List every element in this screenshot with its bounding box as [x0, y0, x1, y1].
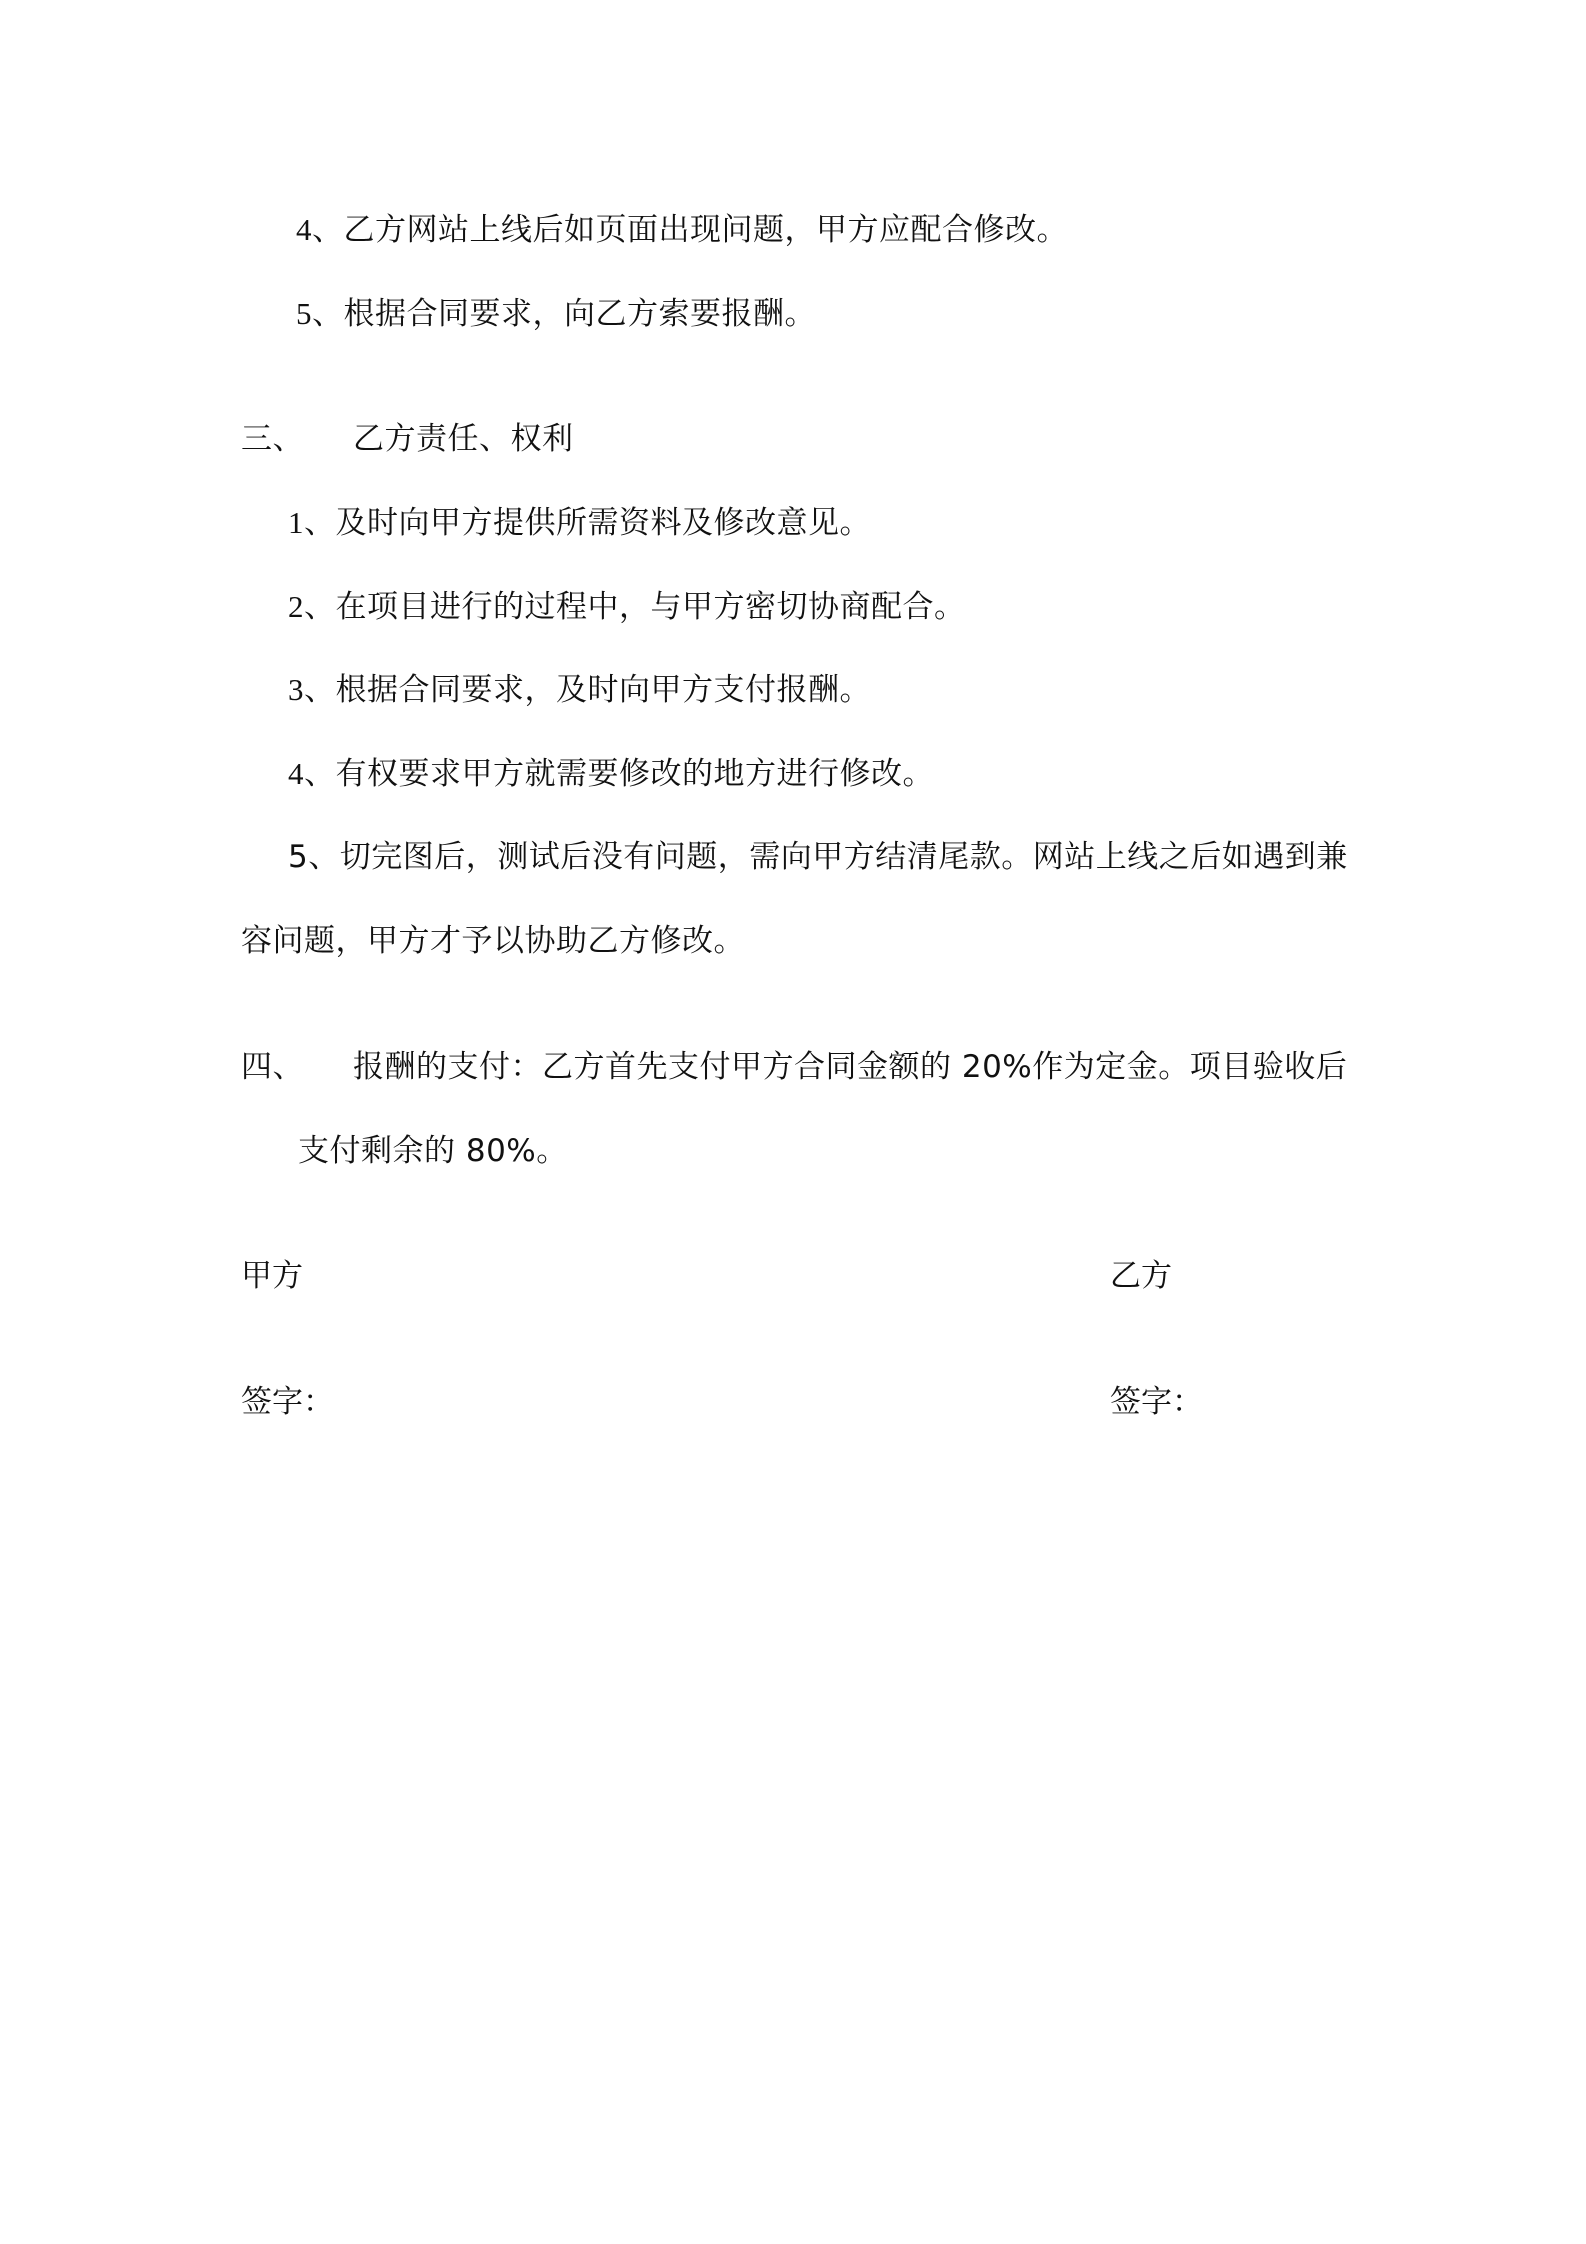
section-number: 四、: [241, 1049, 304, 1084]
party-b-label: 乙方: [1110, 1258, 1172, 1294]
item-number: 3、: [288, 672, 336, 707]
section-title: 乙方责任、权利: [353, 421, 574, 457]
party-b-item-1: [288, 503, 871, 543]
party-a-duty-4: [296, 210, 1068, 250]
party-b-item-3: [288, 670, 871, 710]
item-number: 1、: [288, 505, 336, 540]
section-4-line-2: 支付剩余的 80%。: [298, 1133, 568, 1169]
item-text: 及时向甲方提供所需资料及修改意见。: [335, 505, 871, 541]
item-number: 2、: [288, 589, 336, 624]
party-b-item-2: [288, 587, 966, 627]
item-text: 乙方网站上线后如页面出现问题，甲方应配合修改。: [343, 212, 1068, 248]
party-a-signature-label: 签字：: [241, 1384, 334, 1420]
item-text: 根据合同要求，向乙方索要报酬。: [343, 296, 816, 332]
party-a-label: 甲方: [241, 1258, 303, 1294]
party-b-item-5-line-2: 容问题，甲方才予以协助乙方修改。: [241, 923, 745, 959]
party-b-signature-label: 签字：: [1110, 1384, 1203, 1420]
item-number: 4、: [296, 212, 344, 247]
section-3-heading: [241, 419, 574, 459]
party-a-duty-5: [296, 294, 816, 334]
section-text: 报酬的支付：乙方首先支付甲方合同金额的 20%作为定金。项目验收后: [353, 1049, 1348, 1085]
item-text: 在项目进行的过程中，与甲方密切协商配合。: [335, 589, 966, 625]
party-b-item-5-line-1: 5、切完图后，测试后没有问题，需向甲方结清尾款。网站上线之后如遇到兼: [288, 839, 1348, 875]
item-text: 根据合同要求，及时向甲方支付报酬。: [335, 672, 871, 708]
item-number: 4、: [288, 756, 336, 791]
section-number: 三、: [241, 421, 304, 456]
item-text: 有权要求甲方就需要修改的地方进行修改。: [335, 756, 934, 792]
item-number: 5、: [296, 296, 344, 331]
section-4-heading: [241, 1047, 1347, 1087]
party-b-item-4: [288, 754, 934, 794]
